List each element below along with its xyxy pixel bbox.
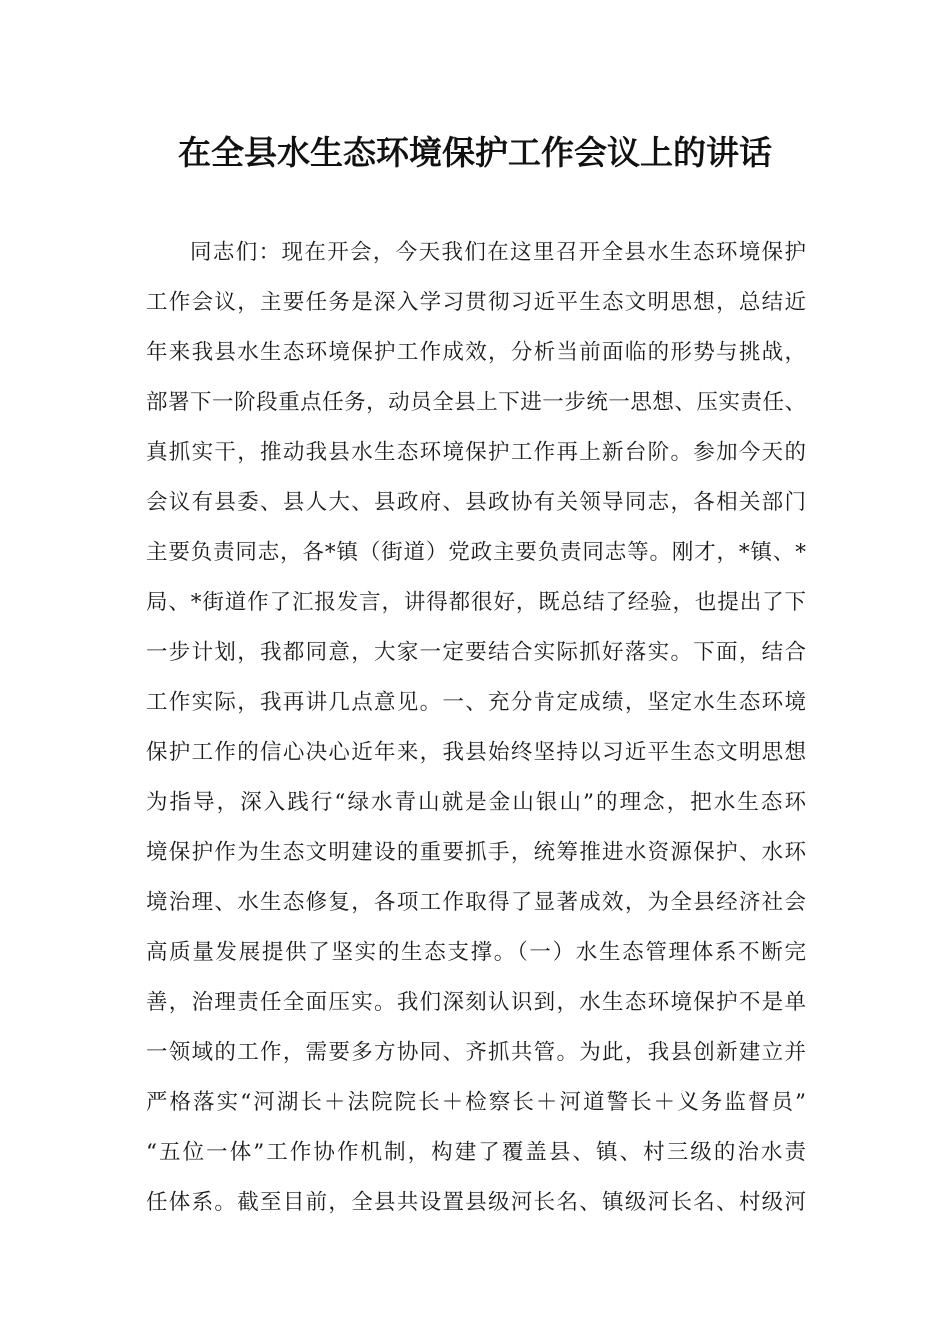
text-line: 一领域的工作，需要多方协同、齐抓共管。为此，我县创新建立并: [146, 1040, 806, 1065]
text-line: 为指导，深入践行“绿水青山就是金山银山”的理念，把水生态环: [146, 790, 806, 815]
text-line: 年来我县水生态环境保护工作成效，分析当前面临的形势与挑战，: [146, 340, 806, 365]
text-line: 境保护作为生态文明建设的重要抓手，统筹推进水资源保护、水环: [146, 840, 806, 865]
text-line: 部署下一阶段重点任务，动员全县上下进一步统一思想、压实责任、: [146, 390, 806, 415]
text-line: 同志们：现在开会，今天我们在这里召开全县水生态环境保护: [190, 240, 806, 265]
text-line: 境治理、水生态修复，各项工作取得了显著成效，为全县经济社会: [146, 890, 806, 915]
text-line: 善，治理责任全面压实。我们深刻认识到，水生态环境保护不是单: [146, 990, 806, 1015]
text-line: 一步计划，我都同意，大家一定要结合实际抓好落实。下面，结合: [146, 640, 806, 665]
text-line: 真抓实干，推动我县水生态环境保护工作再上新台阶。参加今天的: [146, 440, 806, 465]
text-line: “五位一体”工作协作机制，构建了覆盖县、镇、村三级的治水责: [146, 1140, 806, 1165]
text-line: 局、*街道作了汇报发言，讲得都很好，既总结了经验，也提出了下: [146, 590, 806, 615]
document-body: [146, 228, 806, 1228]
document-title: 在全县水生态环境保护工作会议上的讲话: [178, 133, 772, 172]
text-line: 任体系。截至目前，全县共设置县级河长名、镇级河长名、村级河: [146, 1190, 806, 1215]
text-line: 主要负责同志，各*镇（街道）党政主要负责同志等。刚才，*镇、*: [146, 540, 806, 565]
text-line: 严格落实“河湖长＋法院院长＋检察长＋河道警长＋义务监督员”: [146, 1090, 806, 1115]
text-line: 工作会议，主要任务是深入学习贯彻习近平生态文明思想，总结近: [146, 290, 806, 315]
text-line: 会议有县委、县人大、县政府、县政协有关领导同志，各相关部门: [146, 490, 806, 515]
text-line: 工作实际，我再讲几点意见。一、充分肯定成绩，坚定水生态环境: [146, 690, 806, 715]
text-line: 高质量发展提供了坚实的生态支撑。（一）水生态管理体系不断完: [146, 940, 806, 965]
text-line: 保护工作的信心决心近年来，我县始终坚持以习近平生态文明思想: [146, 740, 806, 765]
